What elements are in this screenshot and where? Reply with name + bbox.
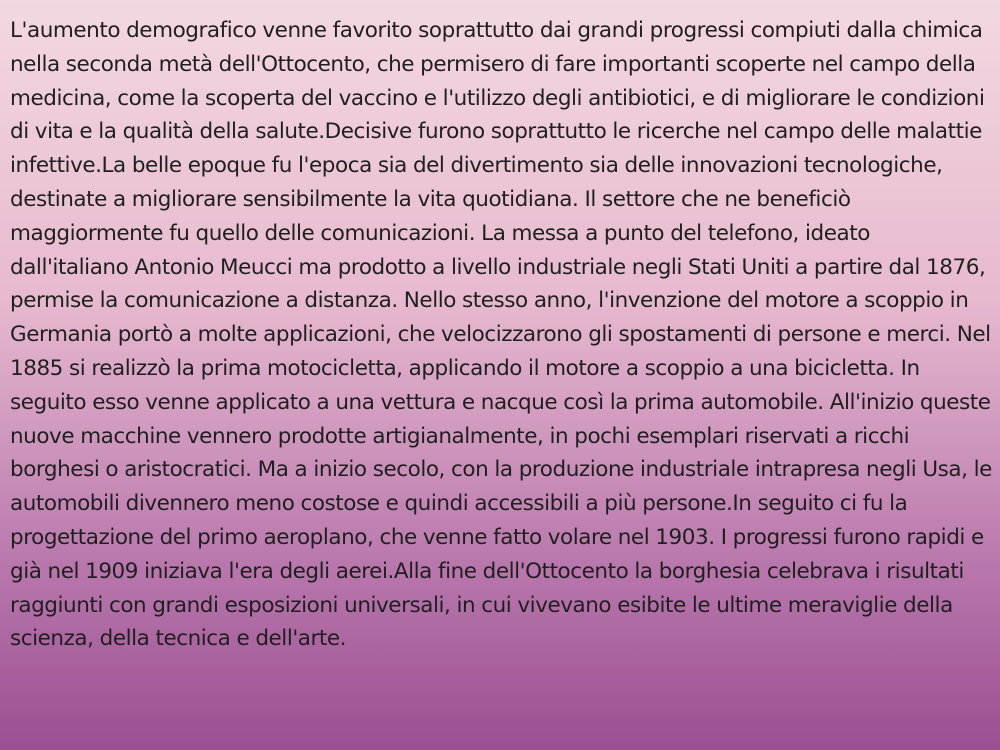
slide-body-text: L'aumento demografico venne favorito soprattutto dai grandi progressi compiuti dalla chimica nella seconda metà dell'Ottocento, che permisero di fare importanti scoperte nel campo della medicina, come la scoperta del vaccino e l'utilizzo degli antibiotici, e di migliorare le condizioni di vita e la qualità della salute.Decisive furono soprattutto le ricerche nel campo delle malattie infettive.La belle epoque fu l'epoca sia del divertimento sia delle innovazioni tecnologiche, destinate a migliorare sensibilmente la vita quotidiana. Il settore che ne beneficiò maggiormente fu quello delle comunicazioni. La messa a punto del telefono, ideato dall'italiano Antonio Meucci ma prodotto a livello industriale negli Stati Uniti a partire dal 1876, permise la comunicazione a distanza. Nello stesso anno, l'invenzione del motore a scoppio in Germania portò a molte applicazioni, che velocizzarono gli spostamenti di persone e merci. Nel 1885 si realizzò la prima motocicletta, applicando il motore a scoppio a una bicicletta. In seguito esso venne applicato a una vettura e nacque così la prima automobile. All'inizio queste nuove macchine vennero prodotte artigianalmente, in pochi esemplari riservati a ricchi borghesi o aristocratici. Ma a inizio secolo, con la produzione industriale intrapresa negli Usa, le automobili divennero meno costose e quindi accessibili a più persone.In seguito ci fu la progettazione del primo aeroplano, che venne fatto volare nel 1903. I progressi furono rapidi e già nel 1909 iniziava l'era degli aerei.Alla fine dell'Ottocento la borghesia celebrava i risultati raggiunti con grandi esposizioni universali, in cui vivevano esibite le ultime meraviglie della scienza, della tecnica e dell'arte. <box>10 18 992 652</box>
